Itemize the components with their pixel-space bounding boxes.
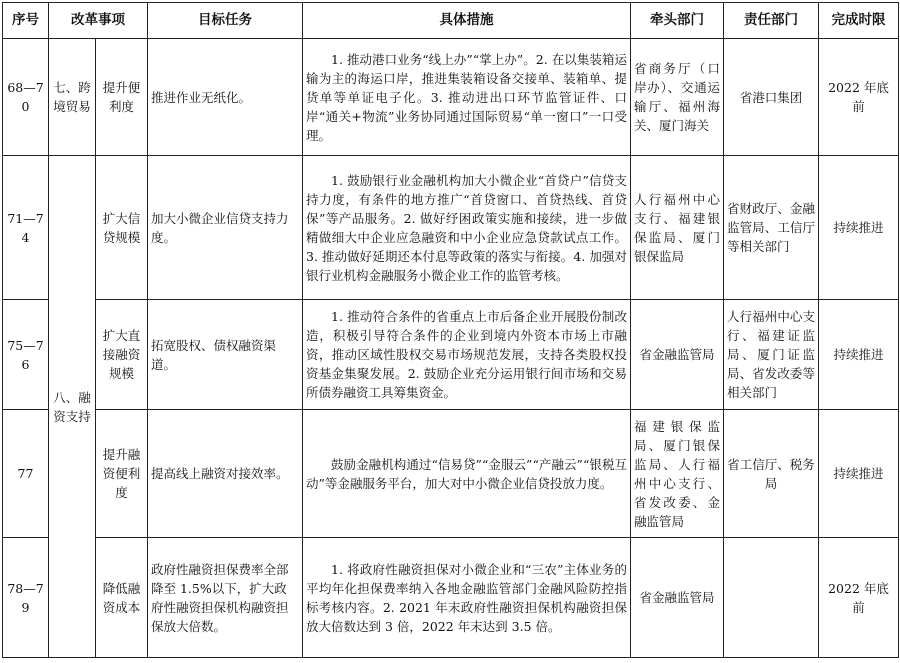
lead-dept-cell: 省金融监管局 [631,538,724,658]
table-row [3,410,899,538]
deadline-cell: 持续推进 [819,410,899,538]
header-responsible-dept: 责任部门 [724,3,819,39]
table-row [3,538,899,658]
responsible-dept-cell: 省财政厅、金融监管局、工信厅等相关部门 [724,156,819,300]
header-seq: 序号 [3,3,49,39]
lead-dept-cell: 省金融监管局 [631,300,724,410]
target-cell: 加大小微企业信贷支持力度。 [148,156,303,300]
target-cell: 提高线上融资对接效率。 [148,410,303,538]
seq-cell: 75—76 [3,300,49,410]
header-lead-dept: 牵头部门 [631,3,724,39]
seq-cell: 78—79 [3,538,49,658]
item-cell: 降低融资成本 [96,538,148,658]
measures-cell: 1. 推动符合条件的省重点上市后备企业开展股份制改造，积极引导符合条件的企业到境内外资本市场上市融资，推动区域性股权交易市场规范发展，支持各类股权投资基金集聚发展。2. 鼓励企业充分运用银行间市场和交易所债券融资工具筹集资金。 [303,300,631,410]
header-target: 目标任务 [148,3,303,39]
responsible-dept-cell: 人行福州中心支行、福建证监局、厦门证监局、省发改委等相关部门 [724,300,819,410]
target-cell: 政府性融资担保费率全部降至 1.5%以下，扩大政府性融资担保机构融资担保放大倍数。 [148,538,303,658]
item-cell: 扩大信贷规模 [96,156,148,300]
deadline-cell: 持续推进 [819,300,899,410]
header-reform-item: 改革事项 [49,3,148,39]
target-cell: 拓宽股权、债权融资渠道。 [148,300,303,410]
seq-cell: 68—70 [3,39,49,156]
item-cell: 提升便利度 [96,39,148,156]
measures-cell: 1. 将政府性融资担保对小微企业和“三农”主体业务的平均年化担保费率纳入各地金融监管部门金融风险防控指标考核内容。2. 2021 年末政府性融资担保机构融资担保放大倍数达到 3 倍，2022 年末达到 3.5 倍。 [303,538,631,658]
category-cell: 七、跨境贸易 [49,39,96,156]
seq-cell: 77 [3,410,49,538]
seq-cell: 71—74 [3,156,49,300]
lead-dept-cell: 人行福州中心支行、福建银保监局、厦门银保监局 [631,156,724,300]
item-cell: 提升融资便利度 [96,410,148,538]
responsible-dept-cell: 省港口集团 [724,39,819,156]
reform-task-table [2,2,899,658]
measures-cell: 鼓励金融机构通过“信易贷”“金服云”“产融云”“银税互动”等金融服务平台，加大对中小微企业信贷投放力度。 [303,410,631,538]
category-cell: 八、融资支持 [49,156,96,658]
deadline-cell: 持续推进 [819,156,899,300]
measures-cell: 1. 推动港口业务“线上办”“掌上办”。2. 在以集装箱运输为主的海运口岸，推进集装箱设备交接单、装箱单、提货单等单证电子化。3. 推动进出口环节监管证件、口岸“通关+物流”业务协同通过国际贸易“单一窗口”一口受理。 [303,39,631,156]
table-row [3,39,899,156]
measures-cell: 1. 鼓励银行业金融机构加大小微企业“首贷户”信贷支持力度，有条件的地方推广“首贷窗口、首贷热线、首贷保”等产品服务。2. 做好纾困政策实施和接续，进一步做精做细大中企业应急融资和中小企业应急贷款试点工作。3. 推动做好延期还本付息等政策的落实与衔接。4. 加强对银行业机构金融服务小微企业工作的监管考核。 [303,156,631,300]
header-row [3,3,899,39]
table-row [3,300,899,410]
target-cell: 推进作业无纸化。 [148,39,303,156]
header-measures: 具体措施 [303,3,631,39]
table-row [3,156,899,300]
responsible-dept-cell: 省工信厅、税务局 [724,410,819,538]
item-cell: 扩大直接融资规模 [96,300,148,410]
responsible-dept-cell [724,538,819,658]
header-deadline: 完成时限 [819,3,899,39]
deadline-cell: 2022 年底前 [819,39,899,156]
lead-dept-cell: 福建银保监局、厦门银保监局、人行福州中心支行、省发改委、金融监管局 [631,410,724,538]
deadline-cell: 2022 年底前 [819,538,899,658]
lead-dept-cell: 省商务厅（口岸办）、交通运输厅、福州海关、厦门海关 [631,39,724,156]
